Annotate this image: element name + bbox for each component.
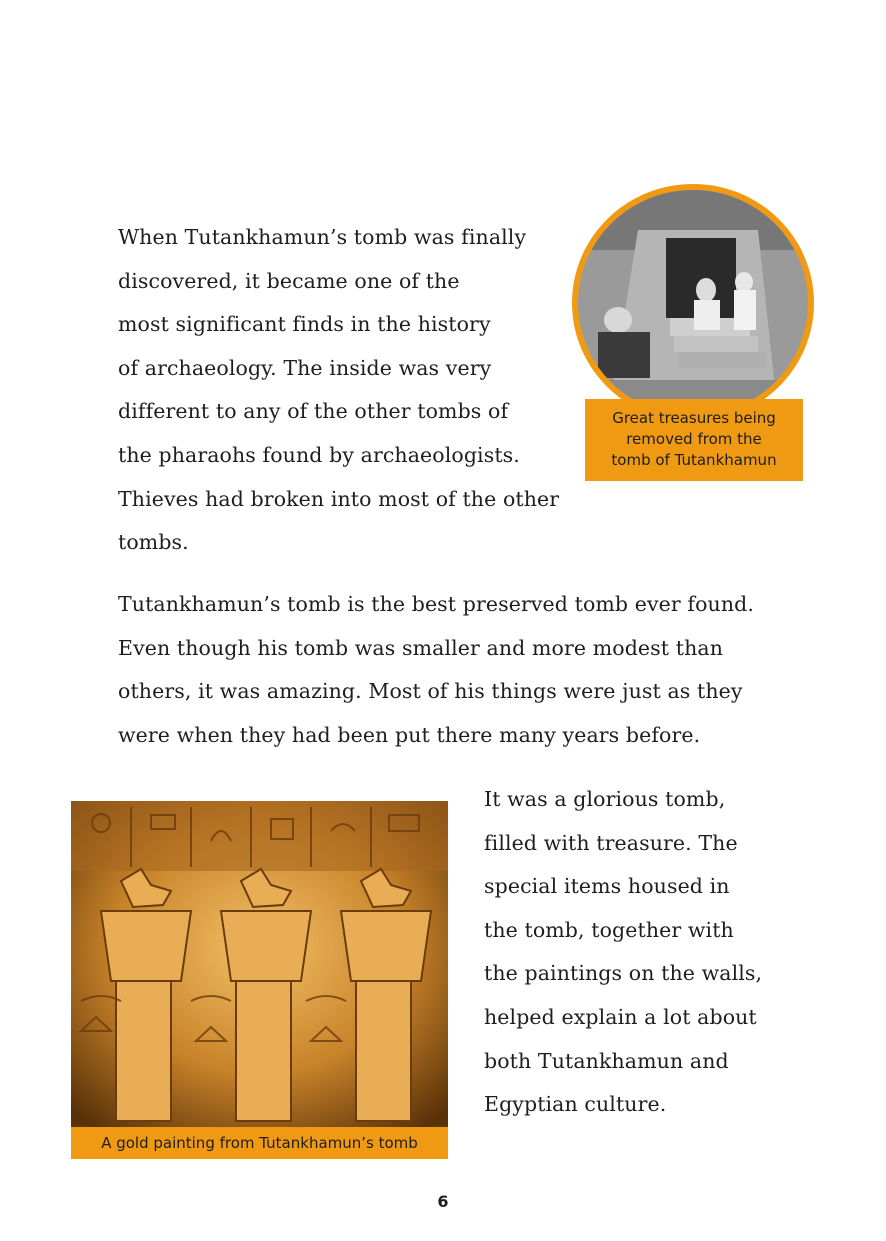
text-line: Egyptian culture.: [484, 1092, 667, 1117]
text-line: both Tutankhamun and: [484, 1048, 729, 1073]
text-line: were when they had been put there many years before.: [118, 722, 701, 747]
excavation-photo-caption: [585, 399, 803, 481]
text-line: Even though his tomb was smaller and more modest than: [118, 635, 723, 660]
text-line: most significant finds in the history: [118, 312, 491, 337]
text-line: tombs.: [118, 530, 189, 555]
gold-painting-photo: [71, 801, 448, 1127]
page-number: 6: [437, 1192, 449, 1211]
text-line: special items housed in: [484, 874, 730, 899]
text-line: the pharaohs found by archaeologists.: [118, 442, 520, 467]
caption-line: Great treasures being: [612, 409, 776, 427]
text-line: the paintings on the walls,: [484, 961, 763, 986]
gold-painting-image: [71, 801, 448, 1127]
text-line: discovered, it became one of the: [118, 268, 460, 293]
text-line: It was a glorious tomb,: [484, 787, 726, 811]
text-line: others, it was amazing. Most of his things were just as they: [118, 679, 743, 704]
paragraph-intro: [118, 216, 559, 565]
paragraph-preserved: [118, 583, 754, 757]
text-line: Tutankhamun’s tomb is the best preserved tomb ever found.: [118, 592, 755, 616]
text-line: helped explain a lot about: [484, 1004, 757, 1029]
caption-line: removed from the: [626, 430, 762, 448]
gold-painting-caption: A gold painting from Tutankhamun’s tomb: [71, 1127, 448, 1159]
paragraph-glorious: [484, 778, 762, 1127]
text-line: When Tutankhamun’s tomb was finally: [118, 225, 527, 249]
excavation-photo-image: [578, 190, 808, 416]
text-line: different to any of the other tombs of: [118, 399, 509, 424]
text-line: the tomb, together with: [484, 917, 734, 942]
caption-line: tomb of Tutankhamun: [611, 451, 777, 469]
excavation-photo: [572, 184, 814, 422]
text-line: filled with treasure. The: [484, 830, 738, 855]
text-line: Thieves had broken into most of the other: [118, 486, 560, 511]
text-line: of archaeology. The inside was very: [118, 355, 492, 380]
